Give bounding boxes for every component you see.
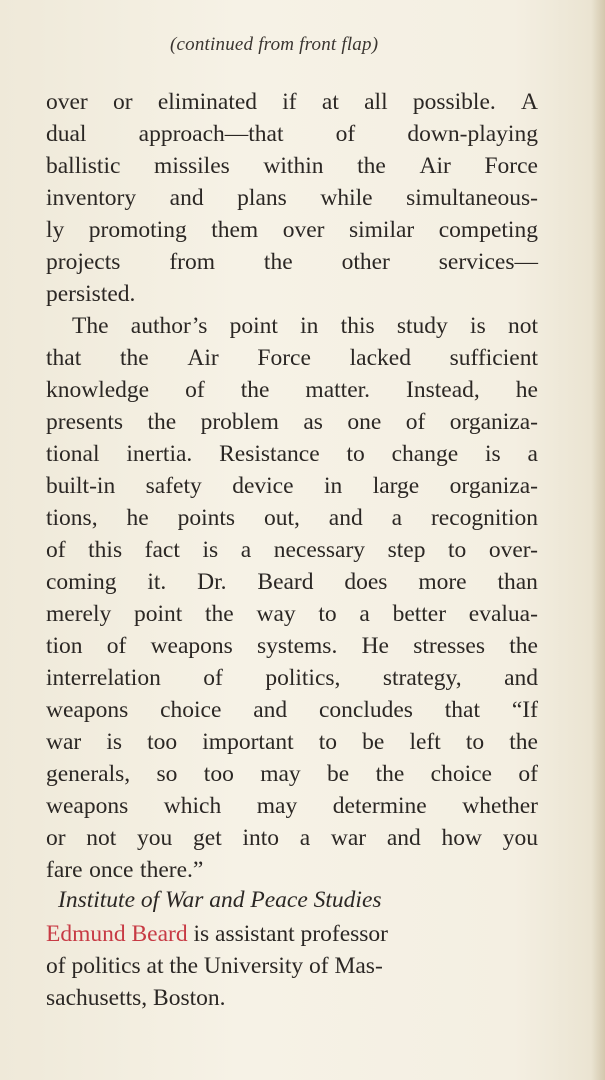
text-line: projects from the other services— [46, 249, 538, 275]
text-line: over or eliminated if at all possible. A [46, 89, 538, 115]
bio-line: sachusetts, Boston. [46, 985, 226, 1011]
bio-line-rest: is assistant professor [187, 921, 389, 947]
text-line: fare once there.” [46, 857, 204, 883]
text-line: ballistic missiles within the Air Force [46, 153, 538, 179]
text-line: war is too important to be left to the [46, 729, 538, 755]
text-line: tional inertia. Resistance to change is a [46, 441, 538, 467]
text-line: presents the problem as one of organiza- [46, 409, 538, 435]
text-line: ly promoting them over similar competing [46, 217, 538, 243]
text-line: knowledge of the matter. Instead, he [46, 377, 538, 403]
author-name: Edmund Beard [46, 921, 188, 947]
text-line: or not you get into a war and how you [46, 825, 538, 851]
text-line: of this fact is a necessary step to over- [46, 537, 538, 563]
text-line: coming it. Dr. Beard does more than [46, 569, 538, 595]
text-line: interrelation of politics, strategy, and [46, 665, 538, 691]
text-line: tion of weapons systems. He stresses the [46, 633, 538, 659]
text-line: tions, he points out, and a recognition [46, 505, 538, 531]
text-line: built-in safety device in large organiza- [46, 473, 538, 499]
text-line: merely point the way to a better evalua- [46, 601, 538, 627]
text-line: generals, so too may be the choice of [46, 761, 538, 787]
continued-header: (continued from front flap) [170, 34, 379, 55]
text-line: dual approach—that of down-playing [46, 121, 538, 147]
flap-body-text [46, 86, 538, 886]
text-line: weapons choice and concludes that “If [46, 697, 538, 723]
text-line: inventory and plans while simultaneous- [46, 185, 538, 211]
text-line: weapons which may determine whether [46, 793, 538, 819]
page-edge-shadow [591, 0, 605, 1080]
attribution-line: Institute of War and Peace Studies [58, 887, 382, 913]
text-line: persisted. [46, 281, 136, 307]
text-line: that the Air Force lacked sufficient [46, 345, 538, 371]
bio-line [46, 918, 518, 950]
author-bio [46, 918, 518, 1014]
text-line: The author’s point in this study is not [72, 313, 538, 339]
bio-line: of politics at the University of Mas- [46, 953, 383, 979]
